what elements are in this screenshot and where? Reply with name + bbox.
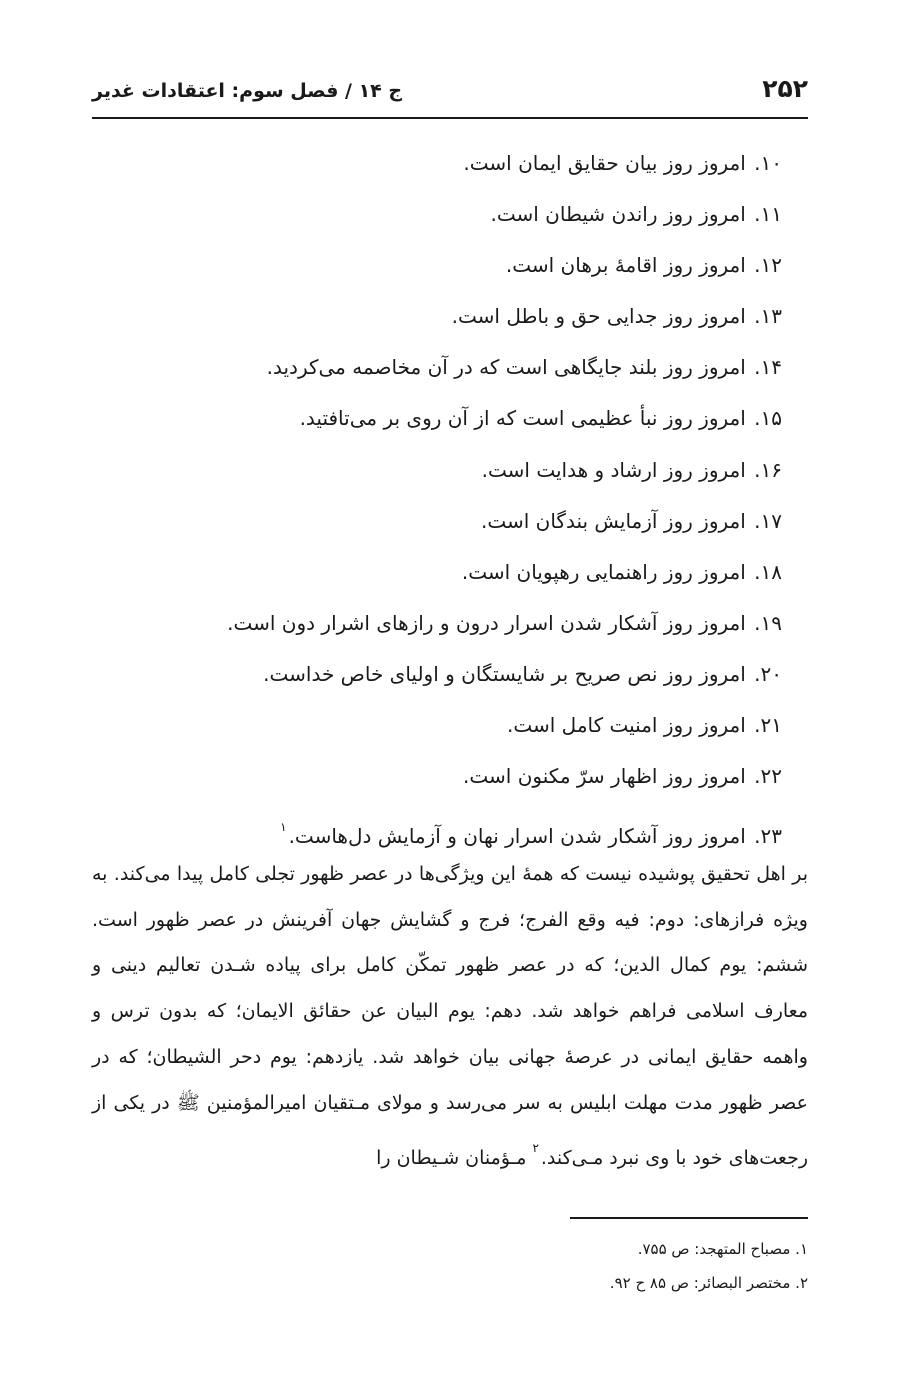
list-item (92, 295, 782, 346)
list-item-number: ۱۳. (754, 304, 782, 329)
list-item-number: ۱۵. (754, 406, 782, 431)
header-rule (92, 117, 808, 119)
list-item (92, 193, 782, 244)
list-item-number: ۲۱. (754, 713, 782, 738)
paragraph-text-after: مـؤمنان شـیطان را (376, 1147, 533, 1170)
list-item (92, 653, 782, 704)
footnote-item (92, 1232, 808, 1266)
list-item-number: ۱۶. (754, 457, 782, 482)
list-item-text: امروز روز اقامهٔ برهان است. (505, 253, 746, 278)
list-item-text: امروز روز راندن شیطان است. (490, 202, 746, 227)
footnote-text: مصباح المتهجد: ص ۷۵۵. (637, 1240, 791, 1258)
list-item-number: ۱۱. (754, 202, 782, 227)
list-item-number: ۲۳. (754, 824, 782, 849)
list-item-text: امروز روز راهنمایی رهپویان است. (461, 559, 746, 584)
footnote-number: ۱. (795, 1240, 808, 1258)
list-item-number: ۱۹. (754, 610, 782, 635)
list-item-number: ۱۲. (754, 253, 782, 278)
list-item-number: ۱۰. (754, 151, 782, 175)
list-item (92, 602, 782, 653)
list-item-number: ۲۲. (754, 764, 782, 789)
page-header (92, 74, 808, 118)
list-item-text: امروز روز ارشاد و هدایت است. (481, 457, 746, 482)
list-item-text: امروز روز بیان حقایق ایمان است. (463, 151, 746, 175)
list-item-text: امروز روز امنیت کامل است. (507, 713, 746, 738)
list-item-text: امروز روز جدایی حق و باطل است. (451, 304, 746, 329)
list-item-number: ۱۴. (754, 355, 782, 380)
list-item-number: ۱۷. (754, 508, 782, 533)
list-item (92, 806, 782, 857)
list-item-number: ۱۸. (754, 559, 782, 584)
list-item (92, 346, 782, 397)
list-item (92, 397, 782, 448)
list-item (92, 500, 782, 551)
footnote-ref[interactable]: ۱ (280, 820, 287, 835)
footnotes (92, 1232, 808, 1300)
list-item-text: امروز روز اظهار سرّ مکنون است. (463, 764, 746, 789)
list-item-text: امروز روز نبأ عظیمی است که از آن روی بر می‌تافتید. (299, 406, 746, 431)
list-item-number: ۲۰. (754, 661, 782, 686)
footnote-text: مختصر البصائر: ص ۸۵ ح ۹۲. (609, 1274, 791, 1292)
list-item-text: امروز روز آشکار شدن اسرار نهان و آزمایش دل‌هاست. (288, 824, 746, 849)
footnote-ref[interactable]: ۲ (532, 1141, 539, 1156)
paragraph-text: بر اهل تحقیق پوشیده نیست که همهٔ این ویژگی‌ها در عصر ظهور تجلی کامل پیدا می‌کند. به ویژه فرازهای: دوم: فیه وقع الفرج؛ فرج و گشایش جهان آفرینش در عصر ظهور است. ششم: یوم کمال الدین؛ که در عصر ظهور تمکّن کامل برای پیاده شـدن تعالیم دینی و معارف اسلامی فراهم خواهد شد. دهم: یوم البیان عن حقائق الایمان؛ که بدون ترس و واهمه حقایق ایمانی در عرصهٔ جهانی بیان خواهد شد. یازدهم: یوم دحر الشیطان؛ که در عصر ظهور مدت مهلت ابلیس به سر می‌رسد و مولای مـتقیان امیرالمؤمنین ﷺ در یکی از رجعت‌های خود با وی نبرد مـی‌کند. (92, 863, 808, 1170)
list-item (92, 755, 782, 806)
list-item (92, 142, 782, 193)
list-item-text: امروز روز نص صریح بر شایستگان و اولیای خاص خداست. (263, 661, 746, 686)
footnote-rule (570, 1217, 808, 1219)
list-item (92, 551, 782, 602)
footnote-item (92, 1266, 808, 1300)
body-paragraph (92, 852, 808, 1182)
list-item-text: امروز روز بلند جایگاهی است که در آن مخاصمه می‌کردید. (266, 355, 746, 380)
list-item (92, 449, 782, 500)
page-number: ۲۵۲ (762, 74, 808, 103)
list-item-text: امروز روز آزمایش بندگان است. (480, 508, 746, 533)
numbered-list (92, 142, 782, 857)
list-item (92, 244, 782, 295)
list-item-text: امروز روز آشکار شدن اسرار درون و رازهای اشرار دون است. (227, 610, 746, 635)
footnote-number: ۲. (795, 1274, 808, 1292)
running-title: ج ۱۴ / فصل سوم: اعتقادات غدیر (92, 80, 403, 102)
list-item (92, 704, 782, 755)
